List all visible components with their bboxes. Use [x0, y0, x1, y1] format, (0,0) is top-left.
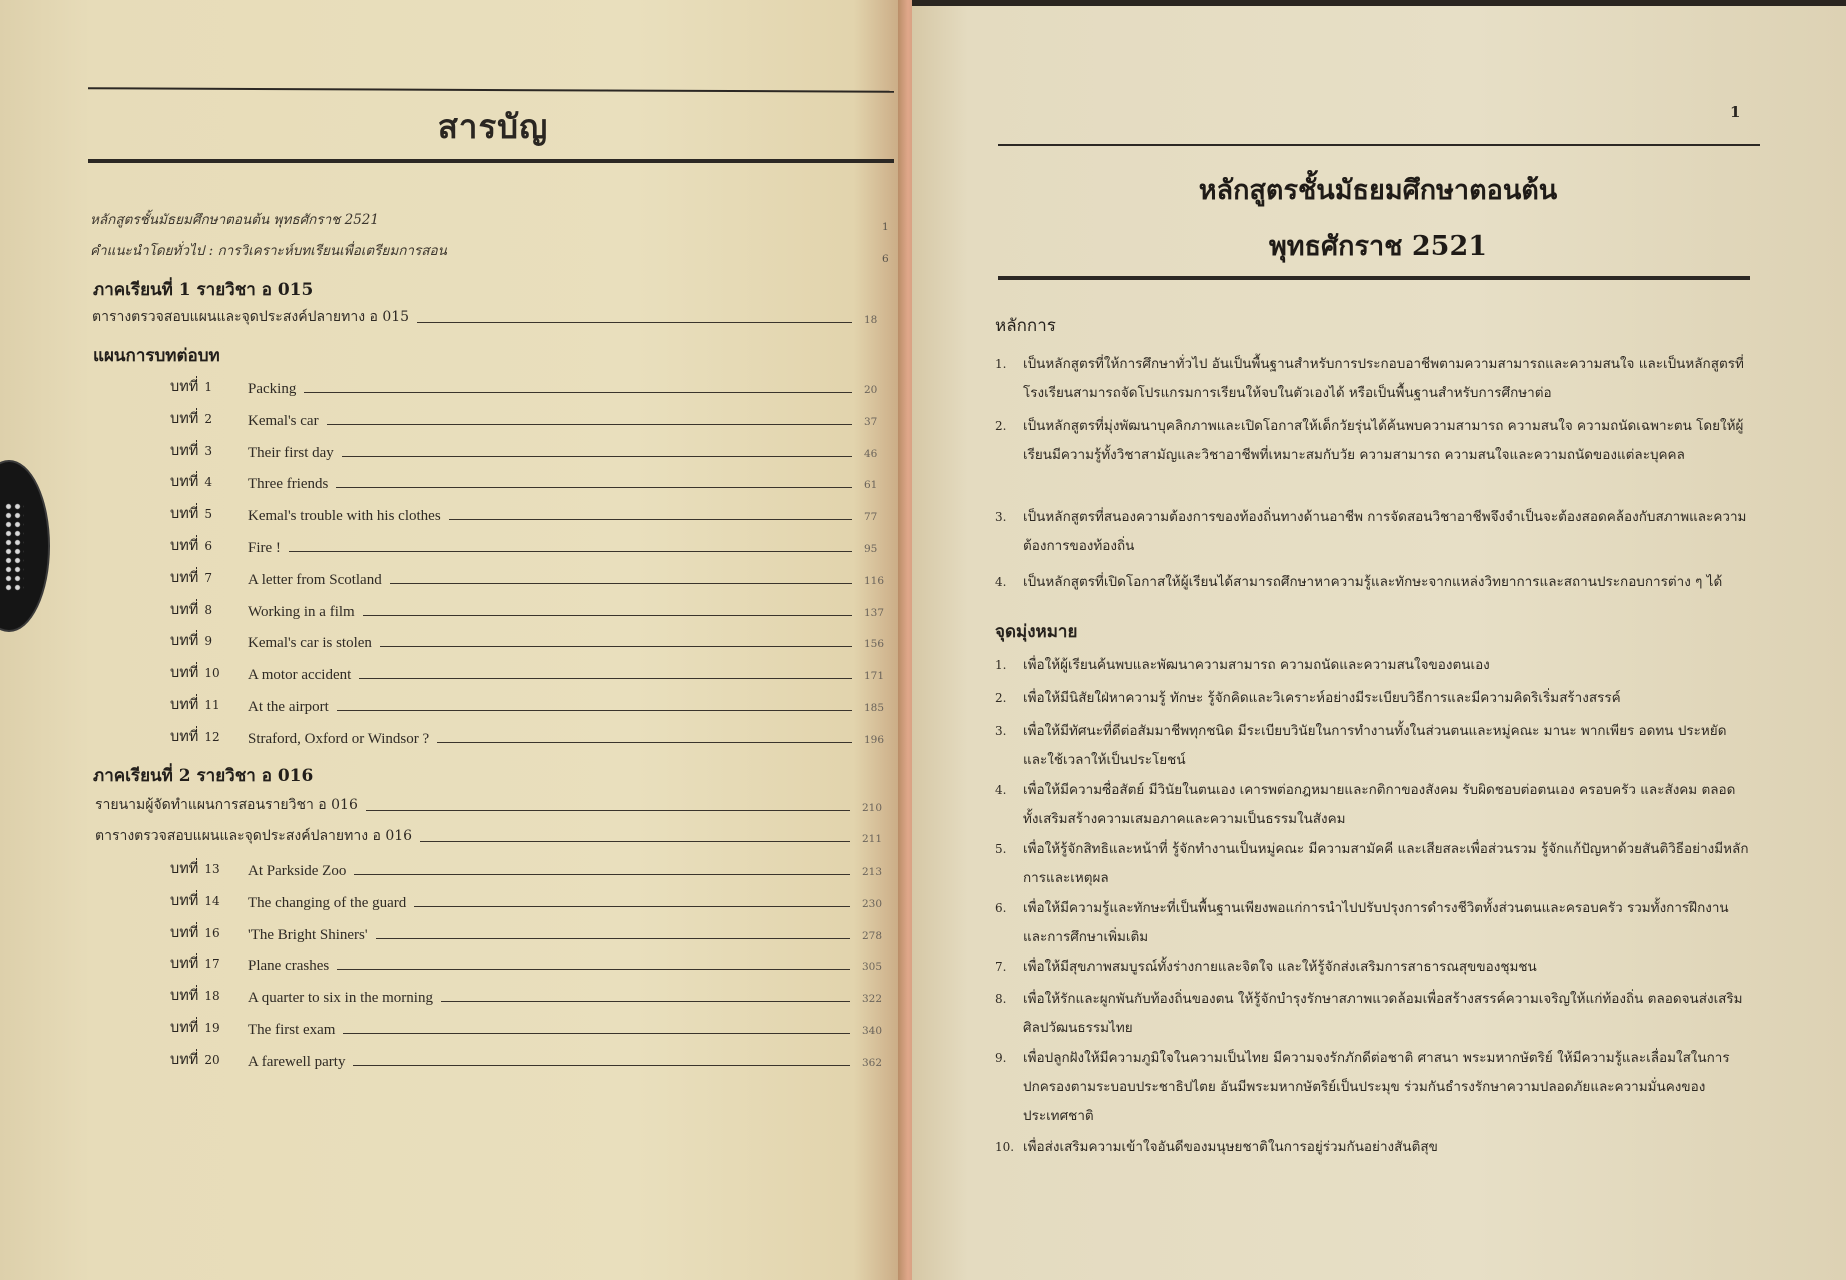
- lesson-number-label: บทที่: [170, 633, 199, 650]
- lesson-row: [170, 951, 890, 975]
- semester2-authors-page: 210: [862, 802, 883, 814]
- lesson-title: At Parkside Zoo: [248, 863, 347, 879]
- item-number: 1.: [995, 658, 1007, 672]
- item-number: 6.: [995, 901, 1007, 915]
- lesson-number: [170, 439, 248, 462]
- lesson-number-value: 10: [204, 666, 220, 681]
- lesson-page: 196: [864, 733, 885, 746]
- lesson-page: 305: [862, 961, 883, 974]
- lesson-number-value: 20: [204, 1052, 220, 1067]
- leader-line: [343, 1033, 850, 1034]
- item-text: เพื่อส่งเสริมความเข้าใจอันดีของมนุษยชาติในการอยู่ร่วมกันอย่างสันติสุข: [1023, 1139, 1438, 1155]
- lesson-title: A quarter to six in the morning: [248, 990, 433, 1007]
- numbered-item: [995, 985, 1750, 1043]
- lesson-number-value: 2: [204, 411, 212, 426]
- lesson-title: A motor accident: [248, 667, 352, 684]
- leader-line: [380, 646, 852, 647]
- lesson-number: [170, 470, 248, 493]
- leader-line: [359, 678, 852, 679]
- leader-line: [289, 551, 852, 552]
- item-text: เป็นหลักสูตรที่ให้การศึกษาทั่วไป อันเป็นพื้นฐานสำหรับการประกอบอาชีพตามความสามารถและความสนใจ และเป็นหลักสูตรที่โรงเรียนสามารถจัดโปรแกรมการเรียนให้จบในตัวเองได้ หรือเป็นพื้นฐานสำหรับการศึกษาต่อ: [1023, 356, 1744, 401]
- lesson-number-label: บทที่: [170, 538, 199, 554]
- lesson-number-value: 7: [204, 570, 212, 585]
- lesson-number-value: 14: [204, 893, 220, 908]
- lesson-page: 156: [864, 638, 885, 651]
- leader-line: [337, 969, 850, 970]
- item-number: 9.: [995, 1051, 1007, 1065]
- lesson-row: [170, 597, 892, 621]
- lesson-row: [170, 565, 892, 589]
- lesson-page: 137: [864, 606, 885, 619]
- item-text: เพื่อให้มีนิสัยใฝ่หาความรู้ ทักษะ รู้จักคิดและวิเคราะห์อย่างมีระเบียบวิธีการและมีความคิดริเริ่มสร้างสรรค์: [1023, 690, 1621, 706]
- lesson-row: [170, 1015, 890, 1039]
- numbered-item: [995, 412, 1750, 470]
- leader-line: [304, 392, 852, 393]
- item-number: 7.: [995, 960, 1007, 974]
- lesson-number-label: บทที่: [170, 697, 199, 713]
- item-number: 4.: [995, 575, 1007, 589]
- leader-line: [354, 874, 850, 875]
- lesson-number-label: บทที่: [170, 924, 199, 941]
- item-number: 2.: [995, 419, 1007, 433]
- item-text: เพื่อให้มีทัศนะที่ดีต่อสัมมาชีพทุกชนิด มีระเบียบวินัยในการทำงานทั้งในส่วนตนและหมู่คณะ มานะ พากเพียร อดทน ประหยัด และใช้เวลาให้เป็นประโยชน์: [1023, 723, 1727, 768]
- lesson-row: [170, 920, 890, 944]
- lesson-page: 340: [862, 1025, 883, 1037]
- principles-heading: หลักการ: [995, 316, 1056, 336]
- numbered-item: [995, 953, 1750, 982]
- lesson-number: [170, 1016, 248, 1039]
- lesson-row: [170, 1047, 890, 1071]
- lesson-number-label: บทที่: [170, 728, 199, 745]
- lesson-page: 61: [864, 479, 878, 492]
- lesson-number: [170, 375, 248, 398]
- lesson-number-label: บทที่: [170, 474, 199, 491]
- item-text: เพื่อให้มีความซื่อสัตย์ มีวินัยในตนเอง เคารพต่อกฎหมายและกติกาของสังคม รับผิดชอบต่อตนเอง ครอบครัว และสังคม ตลอดทั้งเสริมสร้างความเสมอภาคและความเป็นธรรมในสังคม: [1023, 782, 1736, 827]
- lesson-page: 213: [862, 866, 883, 878]
- item-number: 4.: [995, 783, 1007, 797]
- leader-line: [414, 906, 850, 907]
- lesson-number-value: 9: [204, 634, 212, 649]
- lesson-page: 171: [864, 670, 885, 683]
- lesson-number: [170, 1048, 248, 1071]
- item-text: เพื่อให้รักและผูกพันกับท้องถิ่นของตน ให้รู้จักบำรุงรักษาสภาพแวดล้อมเพื่อสร้างสรรค์ความเจริญให้แก่ท้องถิ่น ตลอดจนส่งเสริมศิลปวัฒนธรรมไทย: [1023, 991, 1743, 1036]
- semester2-checklist-page: 211: [862, 833, 883, 845]
- lesson-title: Straford, Oxford or Windsor ?: [248, 730, 430, 747]
- leader-line: [342, 456, 852, 457]
- lesson-number-label: บทที่: [170, 569, 199, 586]
- item-text: เพื่อให้มีสุขภาพสมบูรณ์ทั้งร่างกายและจิตใจ และให้รู้จักส่งเสริมการสาธารณสุขของชุมชน: [1023, 959, 1537, 975]
- lesson-number-value: 12: [204, 729, 220, 744]
- semester2-checklist-row: [95, 823, 890, 847]
- numbered-item: [995, 717, 1750, 775]
- item-number: 2.: [995, 691, 1007, 705]
- lesson-page: 95: [864, 543, 878, 555]
- leader-line: [449, 519, 852, 520]
- semester1-checklist-page: 18: [864, 314, 878, 326]
- lesson-number-value: 16: [204, 925, 220, 940]
- leader-line: [437, 742, 852, 743]
- lesson-number-value: 18: [204, 989, 220, 1004]
- leader-line: [327, 424, 852, 425]
- lesson-page: 230: [862, 897, 883, 910]
- lesson-number-label: บทที่: [170, 442, 199, 459]
- lesson-number-value: 5: [204, 507, 212, 522]
- item-text: เป็นหลักสูตรที่เปิดโอกาสให้ผู้เรียนได้สามารถศึกษาหาความรู้และทักษะจากแหล่งวิทยาการและสถานประกอบการต่าง ๆ ได้: [1023, 574, 1723, 590]
- lesson-row: [170, 406, 892, 430]
- leader-line: [353, 1065, 850, 1066]
- item-text: เพื่อให้ผู้เรียนค้นพบและพัฒนาความสามารถ ความถนัดและความสนใจของตนเอง: [1023, 657, 1490, 673]
- item-number: 5.: [995, 842, 1007, 856]
- lesson-title: 'The Bright Shiners': [248, 926, 368, 943]
- numbered-item: [995, 684, 1750, 713]
- lesson-number-value: 8: [204, 602, 212, 617]
- lesson-page: 362: [862, 1056, 883, 1069]
- lesson-number: [170, 407, 248, 430]
- lesson-row: [170, 469, 892, 493]
- item-number: 3.: [995, 510, 1007, 524]
- item-text: เป็นหลักสูตรที่สนองความต้องการของท้องถิ่นทางด้านอาชีพ การจัดสอนวิชาอาชีพจึงจำเป็นจะต้องสอดคล้องกับสภาพและความต้องการของท้องถิ่น: [1023, 509, 1747, 554]
- lesson-title: Packing: [248, 381, 297, 397]
- leader-line: [336, 487, 852, 488]
- lesson-page: 46: [864, 447, 878, 460]
- lesson-number-label: บทที่: [170, 892, 199, 909]
- lesson-number-value: 3: [204, 443, 212, 458]
- lesson-row: [170, 888, 890, 912]
- lesson-number-label: บทที่: [170, 861, 199, 877]
- semester1-checklist-row: [92, 304, 892, 328]
- numbered-item: [995, 503, 1750, 561]
- lesson-page: 77: [864, 511, 878, 524]
- lesson-number-label: บทที่: [170, 1020, 199, 1036]
- item-number: 8.: [995, 992, 1007, 1006]
- lesson-row: [170, 983, 890, 1007]
- lesson-row: [170, 628, 892, 652]
- lesson-title: Their first day: [248, 444, 334, 461]
- aims-heading: จุดมุ่งหมาย: [995, 622, 1078, 642]
- lesson-title: A farewell party: [248, 1053, 346, 1070]
- lesson-number-label: บทที่: [170, 410, 199, 427]
- lesson-number: [170, 857, 248, 880]
- lesson-row: [170, 856, 890, 880]
- lesson-row: [170, 660, 892, 684]
- item-text: เป็นหลักสูตรที่มุ่งพัฒนาบุคลิกภาพและเปิดโอกาสให้เด็กวัยรุ่นได้ค้นพบความสามารถ ความสนใจ ความถนัดเฉพาะตน โดยให้ผู้เรียนมีความรู้ทั้งวิชาสามัญและวิชาอาชีพที่เหมาะสมกับวัย ความสามารถ ความสนใจและความถนัดของแต่ละบุคคล: [1023, 418, 1744, 463]
- lesson-plan-heading: แผนการบทต่อบท: [93, 346, 220, 366]
- lesson-number: [170, 661, 248, 684]
- numbered-item: [995, 651, 1750, 680]
- numbered-item: [995, 568, 1750, 597]
- intro-general-advice: คำแนะนำโดยทั่วไป : การวิเคราะห์บทเรียนเพื่อเตรียมการสอน: [90, 243, 447, 259]
- leader-line: [363, 615, 852, 616]
- lesson-number: [170, 502, 248, 525]
- intro-curriculum-page: 1: [882, 221, 889, 233]
- toc-bottom-rule: [88, 159, 894, 163]
- semester1-checklist-text: ตารางตรวจสอบแผนและจุดประสงค์ปลายทาง อ 015: [92, 309, 410, 325]
- item-number: 10.: [995, 1140, 1015, 1154]
- lesson-number-value: 6: [204, 539, 212, 553]
- numbered-item: [995, 1133, 1750, 1162]
- lesson-number-label: บทที่: [170, 1051, 199, 1068]
- numbered-item: [995, 835, 1750, 893]
- lesson-title: Kemal's trouble with his clothes: [248, 508, 441, 525]
- lesson-title: Fire !: [248, 540, 281, 556]
- lesson-number-label: บทที่: [170, 506, 199, 523]
- lesson-title: A letter from Scotland: [248, 571, 382, 588]
- lesson-number-label: บทที่: [170, 665, 199, 682]
- lesson-number-value: 19: [204, 1021, 220, 1035]
- title-top-rule: [998, 144, 1760, 146]
- semester2-checklist-text: ตารางตรวจสอบแผนและจุดประสงค์ปลายทาง อ 016: [95, 828, 413, 844]
- lesson-number-value: 1: [204, 380, 212, 394]
- lesson-number-label: บทที่: [170, 956, 199, 973]
- lesson-row: [170, 438, 892, 462]
- lesson-title: The first exam: [248, 1022, 336, 1038]
- curriculum-title-line1: หลักสูตรชั้นมัธยมศึกษาตอนต้น: [1198, 175, 1558, 206]
- leader-line: [366, 810, 850, 811]
- lesson-number: [170, 534, 248, 557]
- numbered-item: [995, 894, 1750, 952]
- lesson-page: 37: [864, 415, 878, 428]
- lesson-number: [170, 693, 248, 716]
- lesson-title: The changing of the guard: [248, 894, 407, 911]
- curriculum-title-line2: พุทธศักราช 2521: [1268, 231, 1488, 262]
- semester2-authors-text: รายนามผู้จัดทำแผนการสอนรายวิชา อ 016: [95, 797, 358, 813]
- lesson-number-value: 17: [204, 957, 220, 972]
- numbered-item: [995, 776, 1750, 834]
- page-number: 1: [1730, 103, 1741, 121]
- lesson-page: 185: [864, 702, 885, 714]
- lesson-number-value: 11: [204, 698, 220, 712]
- lesson-row: [170, 501, 892, 525]
- lesson-row: [170, 533, 892, 557]
- lesson-number: [170, 889, 248, 912]
- leader-line: [417, 322, 852, 323]
- leader-line: [337, 710, 852, 711]
- lesson-number: [170, 725, 248, 748]
- lesson-number: [170, 629, 248, 652]
- semester2-authors-row: [95, 792, 890, 816]
- lesson-title: Kemal's car: [248, 412, 319, 429]
- lesson-row: [170, 724, 892, 748]
- lesson-number-value: 13: [204, 862, 220, 876]
- lesson-number: [170, 952, 248, 975]
- item-text: เพื่อให้รู้จักสิทธิและหน้าที่ รู้จักทำงานเป็นหมู่คณะ มีความสามัคคี และเสียสละเพื่อส่วนรวม รู้จักแก้ปัญหาด้วยสันติวิธีอย่างมีหลักการและเหตุผล: [1023, 841, 1749, 886]
- lesson-row: [170, 374, 892, 398]
- leader-line: [390, 583, 852, 584]
- lesson-page: 278: [862, 929, 883, 942]
- semester2-heading: ภาคเรียนที่ 2 รายวิชา อ 016: [93, 766, 314, 786]
- lesson-page: 116: [864, 574, 885, 587]
- lesson-number-label: บทที่: [170, 988, 199, 1005]
- title-bottom-rule: [998, 276, 1750, 280]
- lesson-number-value: 4: [204, 475, 212, 490]
- toc-title: สารบัญ: [437, 107, 549, 146]
- lesson-title: Three friends: [248, 476, 329, 493]
- lesson-number: [170, 598, 248, 621]
- semester1-heading: ภาคเรียนที่ 1 รายวิชา อ 015: [93, 280, 314, 300]
- lesson-number: [170, 921, 248, 944]
- lesson-title: Kemal's car is stolen: [248, 635, 372, 652]
- item-text: เพื่อปลูกฝังให้มีความภูมิใจในความเป็นไทย มีความจงรักภักดีต่อชาติ ศาสนา พระมหากษัตริย์ ให้มีความรู้และเลื่อมใสในการปกครองตามระบอบประชาธิปไตย อันมีพระมหากษัตริย์เป็นประมุข ร่วมกันธำรงรักษาความปลอดภัยและความมั่นคงของประเทศชาติ: [1023, 1050, 1730, 1124]
- lesson-number: [170, 566, 248, 589]
- numbered-item: [995, 350, 1750, 408]
- lesson-title: At the airport: [248, 699, 329, 715]
- lesson-title: Plane crashes: [248, 958, 330, 975]
- lesson-number: [170, 984, 248, 1007]
- intro-curriculum: หลักสูตรชั้นมัธยมศึกษาตอนต้น พุทธศักราช 2521: [90, 212, 379, 228]
- item-text: เพื่อให้มีความรู้และทักษะที่เป็นพื้นฐานเพียงพอแก่การนำไปปรับปรุงการดำรงชีวิตทั้งส่วนตนและครอบครัว รวมทั้งการฝึกงานและการศึกษาเพิ่มเติม: [1023, 900, 1729, 945]
- lesson-number-label: บทที่: [170, 379, 199, 395]
- leader-line: [376, 938, 850, 939]
- lesson-title: Working in a film: [248, 603, 355, 620]
- lesson-number-label: บทที่: [170, 601, 199, 618]
- leader-line: [441, 1001, 850, 1002]
- intro-general-advice-page: 6: [882, 253, 889, 265]
- leader-line: [420, 841, 850, 842]
- lesson-row: [170, 692, 892, 716]
- lesson-page: 20: [864, 384, 878, 396]
- item-number: 1.: [995, 357, 1007, 371]
- lesson-page: 322: [862, 993, 883, 1006]
- item-number: 3.: [995, 724, 1007, 738]
- numbered-item: [995, 1044, 1750, 1131]
